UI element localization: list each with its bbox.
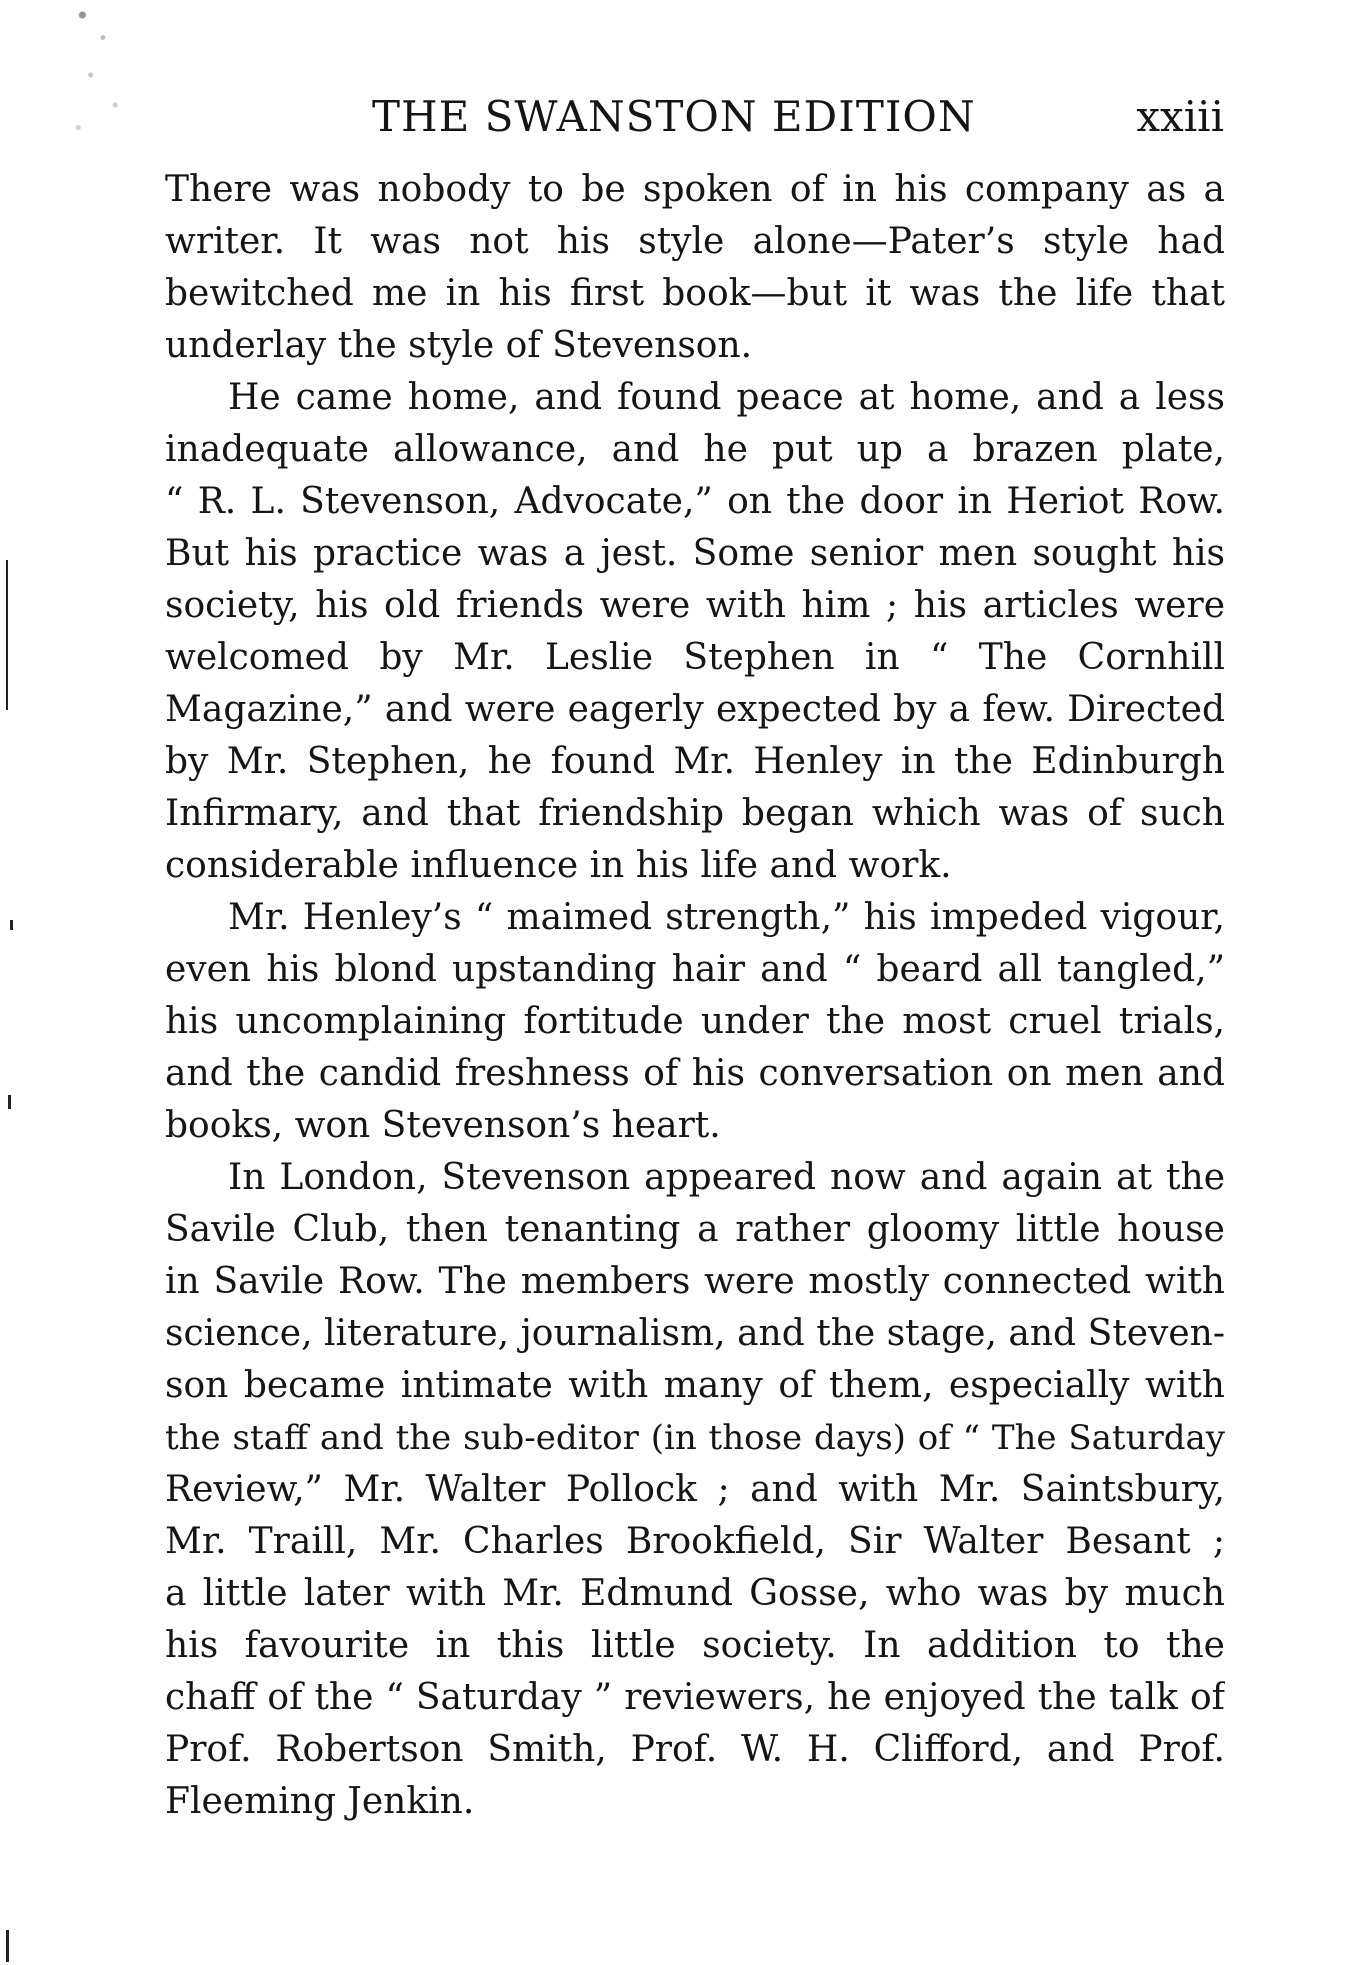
text-line: inadequate allowance, and he put up a brazen plate,	[165, 429, 1225, 470]
text-line: the staff and the sub-editor (in those days) of “ The Saturday	[165, 1418, 1225, 1458]
text-line: bewitched me in his first book—but it was the life that	[165, 273, 1225, 314]
text-line: society, his old friends were with him ; his articles were	[165, 585, 1225, 626]
margin-mark	[6, 560, 8, 710]
text-line: by Mr. Stephen, he found Mr. Henley in the Edinburgh	[165, 741, 1225, 782]
text-line: Savile Club, then tenanting a rather gloomy little house	[165, 1209, 1225, 1250]
text-line: writer. It was not his style alone—Pater’s style had	[165, 221, 1225, 262]
margin-mark	[8, 1095, 11, 1109]
text-line: Review,” Mr. Walter Pollock ; and with Mr. Saintsbury,	[165, 1469, 1225, 1510]
text-line: his uncomplaining fortitude under the most cruel trials,	[165, 1001, 1225, 1042]
text-line: Magazine,” and were eagerly expected by a few. Directed	[165, 689, 1225, 730]
text-line: in Savile Row. The members were mostly connected with	[165, 1261, 1225, 1302]
margin-mark	[10, 920, 13, 930]
body-text	[165, 164, 1225, 1828]
text-line: Fleeming Jenkin.	[165, 1781, 475, 1822]
text-line: But his practice was a jest. Some senior men sought his	[165, 533, 1225, 574]
page-number: xxiii	[1136, 92, 1224, 141]
running-title: THE SWANSTON EDITION	[372, 92, 976, 141]
text-line: Infirmary, and that friendship began which was of such	[165, 793, 1225, 834]
text-line: He came home, and found peace at home, and a less	[228, 377, 1225, 418]
text-line: There was nobody to be spoken of in his company as a	[165, 169, 1225, 210]
text-line: even his blond upstanding hair and “ beard all tangled,”	[165, 949, 1225, 990]
text-line: science, literature, journalism, and the stage, and Steven-	[165, 1313, 1225, 1354]
text-line: Mr. Traill, Mr. Charles Brookfield, Sir Walter Besant ;	[165, 1521, 1225, 1562]
text-line: his favourite in this little society. In addition to the	[165, 1625, 1225, 1666]
text-line: “ R. L. Stevenson, Advocate,” on the door in Heriot Row.	[165, 481, 1225, 522]
text-line: son became intimate with many of them, especially with	[165, 1365, 1225, 1406]
text-line: underlay the style of Stevenson.	[165, 325, 753, 366]
running-head	[372, 92, 1224, 144]
text-line: considerable influence in his life and work.	[165, 845, 952, 886]
text-line: books, won Stevenson’s heart.	[165, 1105, 721, 1146]
text-line: a little later with Mr. Edmund Gosse, who was by much	[165, 1573, 1225, 1614]
margin-mark	[6, 1930, 9, 1962]
text-line: In London, Stevenson appeared now and again at the	[228, 1157, 1225, 1198]
text-line: and the candid freshness of his conversation on men and	[165, 1053, 1225, 1094]
margin-speckle	[66, 0, 148, 150]
text-line: chaff of the “ Saturday ” reviewers, he enjoyed the talk of	[165, 1677, 1225, 1718]
text-line: Mr. Henley’s “ maimed strength,” his impeded vigour,	[228, 897, 1225, 938]
text-line: welcomed by Mr. Leslie Stephen in “ The Cornhill	[165, 637, 1225, 678]
text-line: Prof. Robertson Smith, Prof. W. H. Clifford, and Prof.	[165, 1729, 1225, 1770]
